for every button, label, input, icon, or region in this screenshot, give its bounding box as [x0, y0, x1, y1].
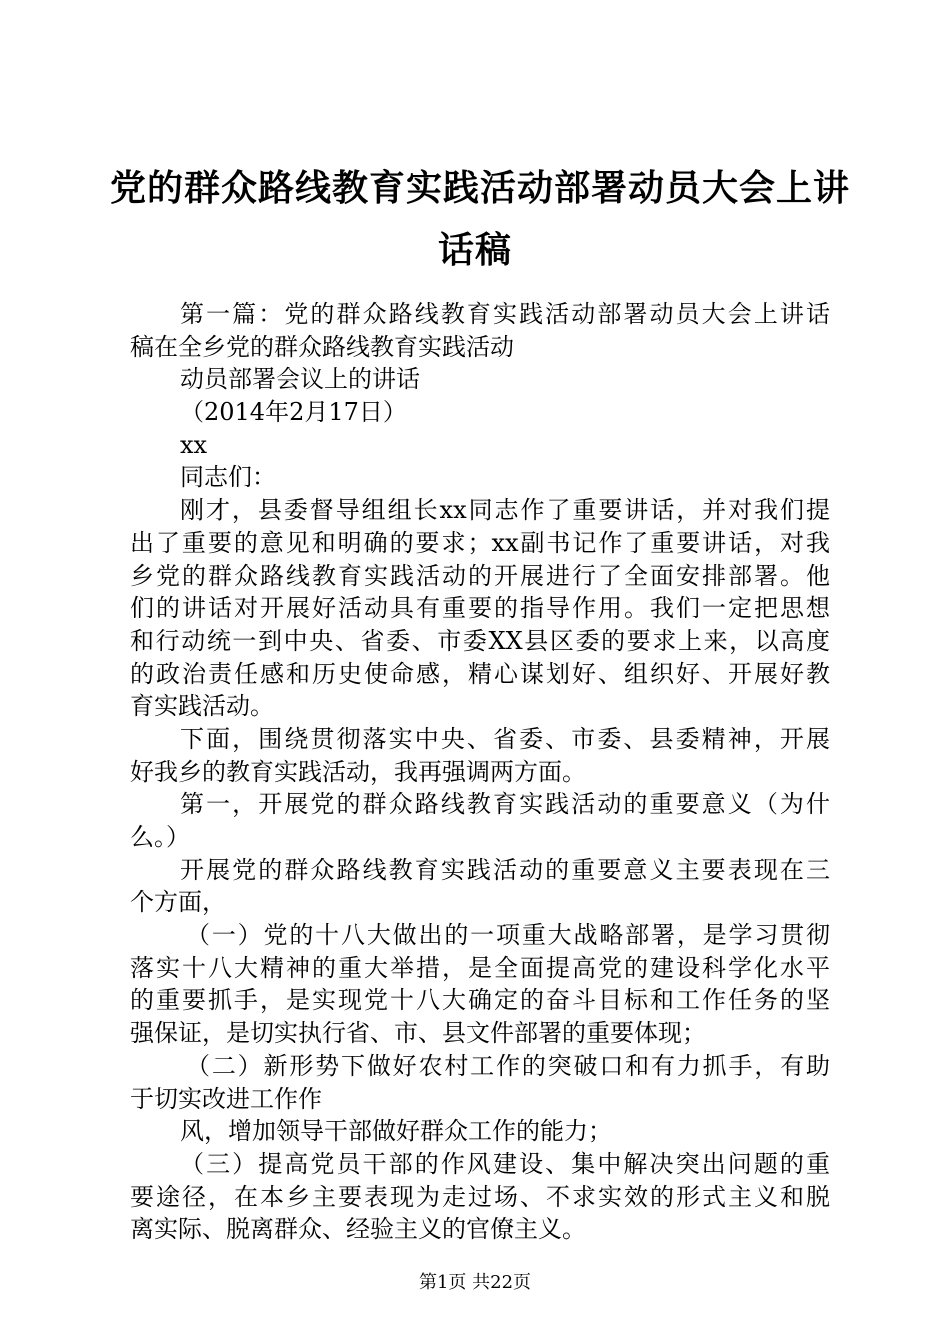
document-title-line-2: 话稿 — [437, 229, 512, 271]
body-line: 个方面， — [130, 888, 226, 917]
body-line: 刚才，县委督导组组长xx同志作了重要讲话，并对我们提 — [180, 496, 830, 525]
body-line: 强保证，是切实执行省、市、县文件部署的重要体现； — [130, 1019, 706, 1048]
document-title-line-1: 党的群众路线教育实践活动部署动员大会上讲 — [110, 167, 851, 209]
body-line: 乡党的群众路线教育实践活动的开展进行了全面安排部署。他 — [130, 561, 830, 590]
page-footer: 第1页 共22页 — [418, 1272, 532, 1293]
body-line: 的政治责任感和历史使命感，精心谋划好、组织好、开展好教 — [130, 659, 830, 688]
body-line: （二）新形势下做好农村工作的突破口和有力抓手，有助 — [186, 1051, 830, 1080]
body-line: 同志们： — [180, 463, 276, 492]
body-line: 出了重要的意见和明确的要求；xx副书记作了重要讲话，对我 — [130, 528, 830, 557]
body-line: 好我乡的教育实践活动，我再强调两方面。 — [130, 757, 586, 786]
body-line: 风，增加领导干部做好群众工作的能力； — [180, 1117, 612, 1146]
body-line: 第一，开展党的群众路线教育实践活动的重要意义（为什 — [180, 790, 830, 819]
body-line: 第一篇：党的群众路线教育实践活动部署动员大会上讲话 — [180, 300, 830, 328]
body-line: 下面，围绕贯彻落实中央、省委、市委、县委精神，开展 — [180, 724, 830, 753]
body-line: 要途径，在本乡主要表现为走过场、不求实效的形式主义和脱 — [130, 1182, 830, 1211]
body-line: （2014年2月17日） — [180, 398, 407, 427]
body-line: xx — [180, 430, 208, 459]
body-line: 落实十八大精神的重大举措，是全面提高党的建设科学化水平 — [130, 953, 830, 982]
document-body — [130, 298, 830, 1246]
body-line: 稿在全乡党的群众路线教育实践活动 — [130, 332, 514, 361]
body-line: 和行动统一到中央、省委、市委XX县区委的要求上来，以高度 — [130, 626, 830, 655]
body-line: 的重要抓手，是实现党十八大确定的奋斗目标和工作任务的坚 — [130, 986, 830, 1015]
body-line: 育实践活动。 — [130, 692, 274, 721]
body-line: 于切实改进工作作 — [130, 1084, 322, 1113]
body-line: 们的讲话对开展好活动具有重要的指导作用。我们一定把思想 — [130, 594, 830, 623]
body-line: 动员部署会议上的讲话 — [180, 365, 420, 394]
body-line: 么。） — [130, 823, 190, 851]
body-line: （三）提高党员干部的作风建设、集中解决突出问题的重 — [180, 1149, 830, 1178]
body-line: 开展党的群众路线教育实践活动的重要意义主要表现在三 — [180, 855, 830, 884]
body-line: 离实际、脱离群众、经验主义的官僚主义。 — [130, 1215, 586, 1244]
body-line: （一）党的十八大做出的一项重大战略部署，是学习贯彻 — [186, 921, 830, 950]
